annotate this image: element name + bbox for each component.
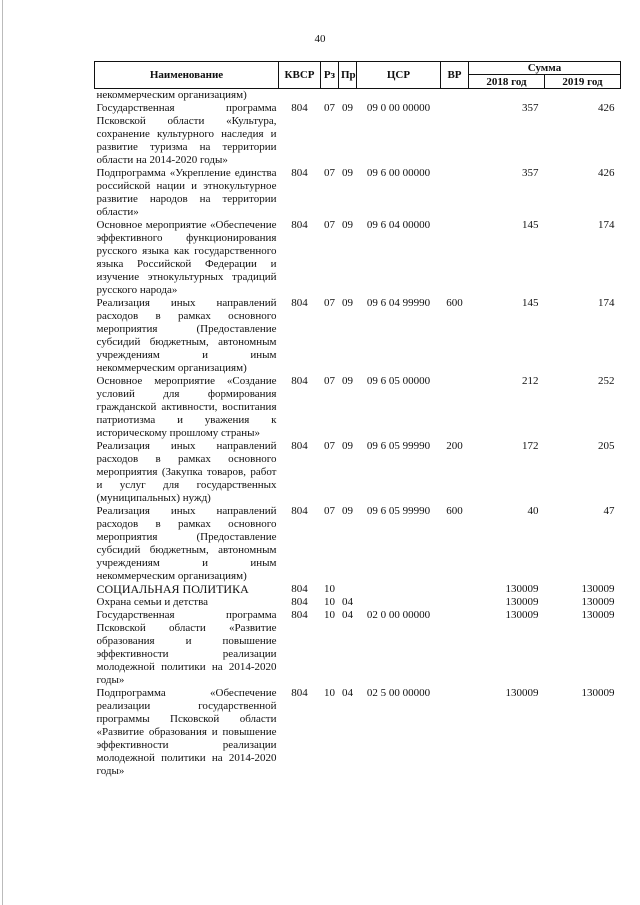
cell-csr: 09 0 00 00000 [366, 102, 431, 114]
table-row [95, 219, 621, 297]
cell-pr: 09 [342, 375, 353, 387]
cell-sum-2018: 130009 [505, 596, 539, 608]
cell-vr [441, 102, 469, 167]
cell-csr [357, 596, 441, 609]
cell-csr: 09 6 05 99990 [366, 505, 431, 517]
cell-rz: 10 [324, 596, 335, 608]
cell-csr: 02 5 00 00000 [366, 687, 431, 699]
cell-csr: 09 6 05 99990 [366, 440, 431, 452]
cell-name: Реализация иных направлений расходов в рамках основного мероприятия (Предоставление субсидий бюджетным, автономным учреждениям и иным некоммерческим организациям) [96, 505, 277, 582]
cell-rz: 07 [324, 505, 335, 517]
cell-sum-2019: 174 [598, 297, 615, 309]
table-body [95, 89, 621, 779]
cell-sum-2019: 174 [598, 219, 615, 231]
cell-rz: 07 [324, 375, 335, 387]
cell-name: СОЦИАЛЬНАЯ ПОЛИТИКА [96, 582, 249, 596]
cell-sum-2019: 130009 [581, 596, 615, 608]
header-csr: ЦСР [357, 62, 441, 89]
cell-sum-2018: 130009 [505, 609, 539, 621]
table-row [95, 375, 621, 440]
cell-sum-2019: 426 [598, 167, 615, 179]
cell-kvsr: 804 [291, 609, 308, 621]
cell-pr: 04 [342, 687, 353, 699]
cell-pr: 09 [342, 297, 353, 309]
scan-edge-mark [2, 0, 3, 905]
cell-vr [441, 609, 469, 687]
table-row [95, 297, 621, 375]
table-row [95, 440, 621, 505]
cell-csr: 09 6 05 00000 [366, 375, 431, 387]
header-name: Наименование [95, 62, 279, 89]
cell-sum-2019: 130009 [581, 609, 615, 621]
cell-kvsr: 804 [291, 440, 308, 452]
cell-sum-2019: 252 [598, 375, 615, 387]
cell-csr: 09 6 04 99990 [366, 297, 431, 309]
cell-kvsr [279, 89, 321, 103]
cell-name: Подпрограмма «Укрепление единства российской нации и этнокультурное развитие народов на территории области» [96, 167, 277, 218]
page-number: 40 [314, 33, 326, 45]
cell-pr: 09 [342, 219, 353, 231]
cell-sum-2018: 130009 [505, 687, 539, 699]
cell-sum-2019: 47 [603, 505, 615, 517]
cell-pr: 04 [342, 596, 353, 608]
cell-name: некоммерческим организациям) [96, 89, 247, 101]
table-row [95, 89, 621, 103]
cell-rz: 10 [324, 583, 335, 595]
table-row [95, 596, 621, 609]
cell-pr: 09 [342, 440, 353, 452]
cell-vr [441, 687, 469, 778]
header-vr: ВР [441, 62, 469, 89]
cell-pr [339, 89, 357, 103]
header-year-2018: 2018 год [469, 75, 545, 89]
cell-pr: 09 [342, 102, 353, 114]
cell-rz: 07 [324, 167, 335, 179]
cell-pr: 04 [342, 609, 353, 621]
cell-rz: 07 [324, 297, 335, 309]
cell-vr [441, 375, 469, 440]
cell-kvsr: 804 [291, 167, 308, 179]
cell-kvsr: 804 [291, 596, 308, 608]
cell-vr [441, 219, 469, 297]
cell-pr [339, 583, 357, 596]
cell-name: Реализация иных направлений расходов в рамках основного мероприятия (Предоставление субсидий бюджетным, автономным учреждениям и иным некоммерческим организациям) [96, 297, 277, 374]
cell-csr [357, 583, 441, 596]
cell-pr: 09 [342, 505, 353, 517]
cell-pr: 09 [342, 167, 353, 179]
cell-sum-2018: 212 [522, 375, 539, 387]
cell-vr: 200 [446, 440, 463, 452]
budget-table-wrapper [94, 61, 620, 778]
cell-kvsr: 804 [291, 687, 308, 699]
cell-kvsr: 804 [291, 219, 308, 231]
cell-rz: 07 [324, 219, 335, 231]
cell-name: Государственная программа Псковской области «Развитие образования и повышение эффективности реализации молодежной политики на 2014-2020 годы» [96, 609, 277, 686]
cell-sum-2019: 205 [598, 440, 615, 452]
table-row [95, 687, 621, 778]
table-row [95, 583, 621, 596]
cell-sum-2019: 426 [598, 102, 615, 114]
cell-rz: 10 [324, 609, 335, 621]
cell-sum-2018: 130009 [505, 583, 539, 595]
cell-vr: 600 [446, 297, 463, 309]
cell-sum-2018: 40 [527, 505, 539, 517]
table-row [95, 167, 621, 219]
cell-rz: 07 [324, 102, 335, 114]
cell-name: Подпрограмма «Обеспечение реализации государственной программы Псковской области «Развитие образования и повышение эффективности реализации молодежной политики на 2014-2020 годы» [96, 687, 277, 777]
cell-sum-2019: 130009 [581, 687, 615, 699]
cell-name: Реализация иных направлений расходов в рамках основного мероприятия (Закупка товаров, работ и услуг для государственных (муниципальных) нужд) [96, 440, 277, 504]
cell-csr [357, 89, 441, 103]
cell-kvsr: 804 [291, 297, 308, 309]
table-row [95, 102, 621, 167]
cell-sum-2018: 357 [522, 167, 539, 179]
cell-vr [441, 89, 469, 103]
cell-kvsr: 804 [291, 102, 308, 114]
cell-csr: 09 6 00 00000 [366, 167, 431, 179]
cell-sum-2018: 145 [522, 297, 539, 309]
table-row [95, 505, 621, 583]
cell-vr [441, 583, 469, 596]
header-sum: Сумма [469, 62, 621, 75]
cell-rz: 10 [324, 687, 335, 699]
cell-kvsr: 804 [291, 583, 308, 595]
cell-name: Основное мероприятие «Обеспечение эффективного функционирования русского языка как государственного языка Российской Федерации и изучение этнокультурных традиций русского народа» [96, 219, 277, 296]
cell-name: Основное мероприятие «Создание условий для формирования гражданской активности, воспитания патриотизма и уважения к историческому прошлому страны» [96, 375, 277, 439]
header-rz: Рз [321, 62, 339, 89]
cell-csr: 02 0 00 00000 [366, 609, 431, 621]
cell-sum-2018 [469, 89, 545, 103]
cell-csr: 09 6 04 00000 [366, 219, 431, 231]
table-row [95, 609, 621, 687]
cell-rz: 07 [324, 440, 335, 452]
cell-vr [441, 167, 469, 219]
cell-kvsr: 804 [291, 505, 308, 517]
cell-sum-2019 [545, 89, 621, 103]
budget-table [94, 61, 621, 778]
cell-sum-2018: 357 [522, 102, 539, 114]
cell-sum-2019: 130009 [581, 583, 615, 595]
header-pr: Пр [339, 62, 357, 89]
cell-rz [321, 89, 339, 103]
table-header [95, 62, 621, 89]
header-kvsr: КВСР [279, 62, 321, 89]
cell-kvsr: 804 [291, 375, 308, 387]
cell-sum-2018: 172 [522, 440, 539, 452]
cell-name: Государственная программа Псковской области «Культура, сохранение культурного наследия и развитие туризма на территории области на 2014-2020 годы» [96, 102, 277, 166]
cell-sum-2018: 145 [522, 219, 539, 231]
cell-vr [441, 596, 469, 609]
cell-vr: 600 [446, 505, 463, 517]
header-year-2019: 2019 год [545, 75, 621, 89]
cell-name: Охрана семьи и детства [96, 596, 209, 608]
